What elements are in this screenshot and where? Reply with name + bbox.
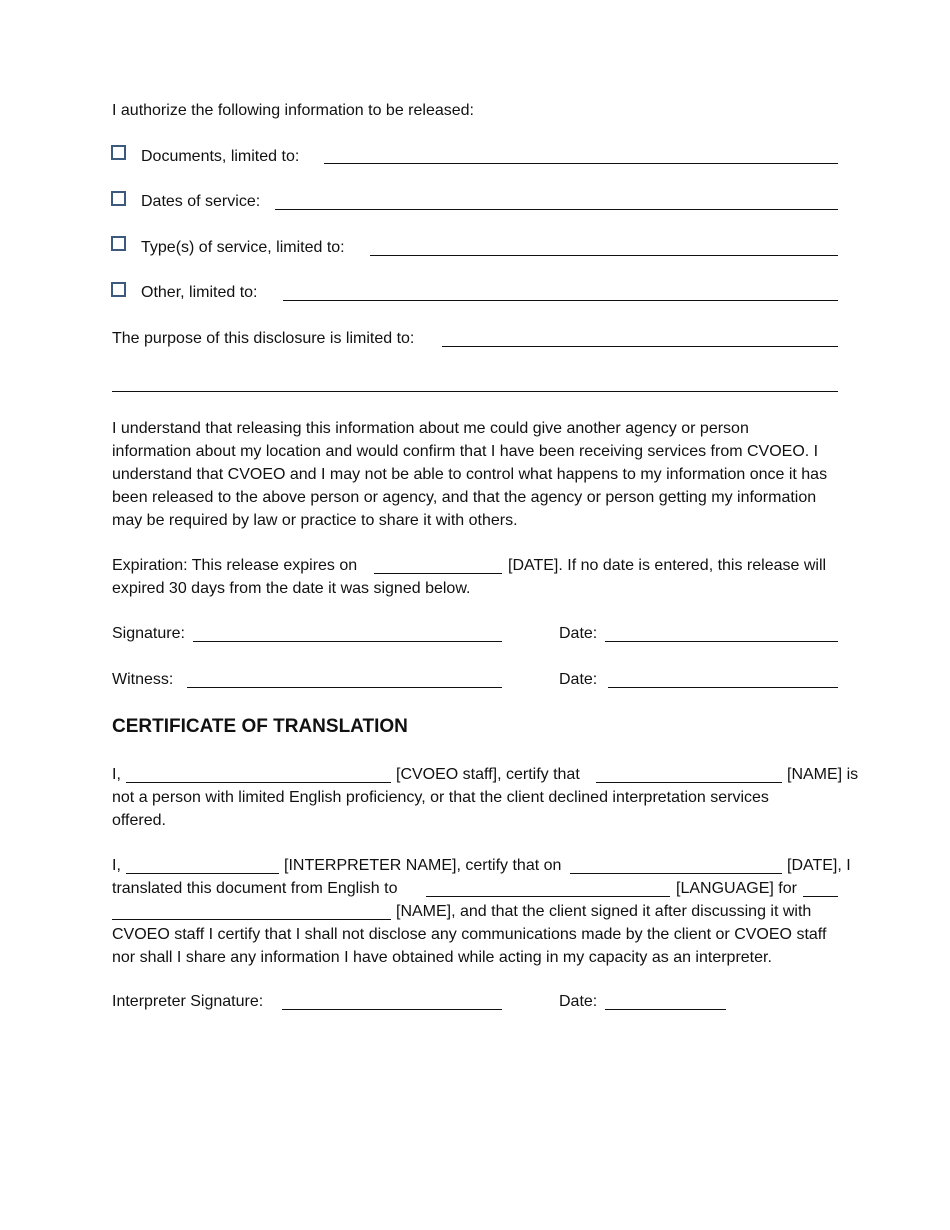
documents-checkbox[interactable] — [111, 145, 126, 160]
understanding-line-2: information about my location and would confirm that I have been receiving services from CVOEO. I — [112, 443, 819, 460]
client-name-field-start[interactable] — [803, 896, 838, 897]
interpreter-date-field[interactable] — [605, 1009, 726, 1010]
language-field[interactable] — [426, 896, 670, 897]
purpose-label: The purpose of this disclosure is limited to: — [112, 330, 415, 347]
cert-p1-line-3: offered. — [112, 812, 166, 829]
types-of-service-checkbox[interactable] — [111, 236, 126, 251]
signature-field[interactable] — [193, 641, 502, 642]
cert-p2-date: [DATE], I — [787, 857, 851, 874]
dates-of-service-label: Dates of service: — [141, 193, 261, 210]
documents-label: Documents, limited to: — [141, 148, 300, 165]
certificate-heading: CERTIFICATE OF TRANSLATION — [112, 716, 408, 737]
cert-p2-language-for: [LANGUAGE] for — [676, 880, 797, 897]
cert-p2-translated: translated this document from English to — [112, 880, 398, 897]
dates-of-service-checkbox[interactable] — [111, 191, 126, 206]
cert-p2-name-rest: [NAME], and that the client signed it after discussing it with — [396, 903, 812, 920]
interpreter-date-label: Date: — [559, 993, 598, 1010]
understanding-line-3: understand that CVOEO and I may not be able to control what happens to my information once it has — [112, 466, 828, 483]
client-name-field-continued[interactable] — [112, 919, 391, 920]
client-name-field[interactable] — [596, 782, 782, 783]
witness-label: Witness: — [112, 671, 174, 688]
cert-p2-line-5: nor shall I share any information I have obtained while acting in my capacity as an interpreter. — [112, 949, 772, 966]
other-field[interactable] — [283, 300, 838, 301]
expiration-suffix: [DATE]. If no date is entered, this release will — [508, 557, 827, 574]
signature-label: Signature: — [112, 625, 185, 642]
understanding-line-5: may be required by law or practice to share it with others. — [112, 512, 518, 529]
cert-p2-interp: [INTERPRETER NAME], certify that on — [284, 857, 562, 874]
cvoeo-staff-field[interactable] — [126, 782, 391, 783]
witness-date-label: Date: — [559, 671, 598, 688]
signature-date-label: Date: — [559, 625, 598, 642]
expiration-prefix: Expiration: This release expires on — [112, 557, 358, 574]
intro-text: I authorize the following information to be released: — [112, 102, 474, 119]
expiration-date-field[interactable] — [374, 573, 502, 574]
types-of-service-label: Type(s) of service, limited to: — [141, 239, 345, 256]
purpose-field-continued[interactable] — [112, 391, 838, 392]
witness-field[interactable] — [187, 687, 502, 688]
translation-date-field[interactable] — [570, 873, 782, 874]
purpose-field[interactable] — [442, 346, 838, 347]
interpreter-name-field[interactable] — [126, 873, 279, 874]
signature-date-field[interactable] — [605, 641, 838, 642]
understanding-line-4: been released to the above person or agency, and that the agency or person getting my information — [112, 489, 817, 506]
cert-p1-line-2: not a person with limited English proficiency, or that the client declined interpretation services — [112, 789, 769, 806]
cert-p2-line-4: CVOEO staff I certify that I shall not disclose any communications made by the client or CVOEO staff — [112, 926, 827, 943]
documents-field[interactable] — [324, 163, 838, 164]
cert-p2-i: I, — [112, 857, 121, 874]
cert-p1-name-is: [NAME] is — [787, 766, 859, 783]
types-of-service-field[interactable] — [370, 255, 838, 256]
dates-of-service-field[interactable] — [275, 209, 838, 210]
witness-date-field[interactable] — [608, 687, 838, 688]
cert-p1-staff: [CVOEO staff], certify that — [396, 766, 580, 783]
cert-p1-i: I, — [112, 766, 121, 783]
understanding-line-1: I understand that releasing this information about me could give another agency or person — [112, 420, 749, 437]
other-checkbox[interactable] — [111, 282, 126, 297]
expiration-line-2: expired 30 days from the date it was signed below. — [112, 580, 471, 597]
interpreter-signature-label: Interpreter Signature: — [112, 993, 264, 1010]
interpreter-signature-field[interactable] — [282, 1009, 502, 1010]
other-label: Other, limited to: — [141, 284, 258, 301]
